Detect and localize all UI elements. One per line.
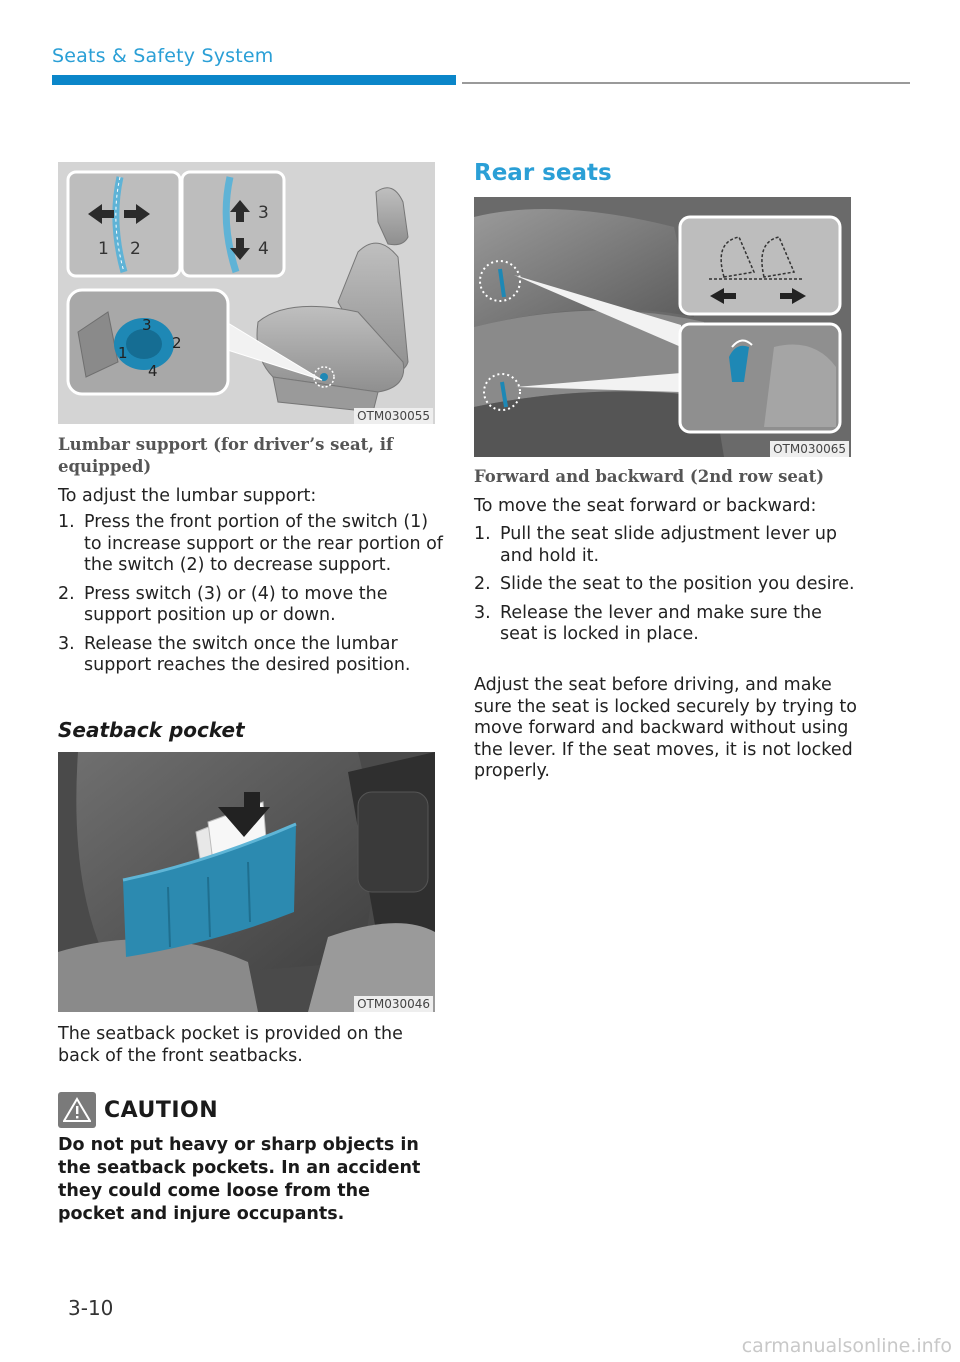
caution-text: Do not put heavy or sharp objects in the seatback pockets. In an accident they could come loose from the pocket and injure occupants. xyxy=(58,1135,421,1224)
rear-heading: Rear seats xyxy=(474,160,612,186)
switch-callout-3: 3 xyxy=(142,316,152,334)
figure-lumbar-support xyxy=(58,162,435,424)
lumbar-heading: Lumbar support (for driver’s seat, if equipped) xyxy=(58,435,394,476)
callout-4: 4 xyxy=(258,239,269,259)
lumbar-illustration xyxy=(58,162,435,424)
switch-callout-2: 2 xyxy=(172,334,182,352)
rear-intro: To move the seat forward or backward: xyxy=(474,496,817,516)
rear-step: 2. Slide the seat to the position you desire. xyxy=(474,574,855,594)
rear-subheading: Forward and backward (2nd row seat) xyxy=(474,467,825,486)
header-rule-blue xyxy=(52,75,456,85)
figure-code: OTM030065 xyxy=(770,441,849,457)
page-number: 3-10 xyxy=(68,1296,114,1320)
rear-illustration xyxy=(474,197,851,457)
callout-3: 3 xyxy=(258,203,269,223)
figure-seatback-pocket xyxy=(58,752,435,1012)
pocket-heading: Seatback pocket xyxy=(58,718,245,742)
rear-steps xyxy=(474,524,859,653)
switch-callout-1: 1 xyxy=(118,344,128,362)
lumbar-step: 2. Press switch (3) or (4) to move the support position up or down. xyxy=(58,583,388,625)
callout-2: 2 xyxy=(130,239,141,259)
switch-callout-4: 4 xyxy=(148,362,158,380)
figure-code: OTM030055 xyxy=(354,408,433,424)
warning-icon xyxy=(58,1092,96,1128)
lumbar-intro: To adjust the lumbar support: xyxy=(58,486,317,506)
pocket-text: The seatback pocket is provided on the back of the front seatbacks. xyxy=(58,1024,403,1066)
watermark: carmanualsonline.info xyxy=(741,1335,952,1357)
callout-1: 1 xyxy=(98,239,109,259)
rear-note: Adjust the seat before driving, and make sure the seat is locked securely by trying to move forward and backward without using the lever. If the seat moves, it is not locked properly. xyxy=(474,675,857,781)
pocket-illustration xyxy=(58,752,435,1012)
lumbar-step: 3. Release the switch once the lumbar support reaches the desired position. xyxy=(58,633,411,675)
lumbar-step: 1. Press the front portion of the switch (1) to increase support or the rear portion of the switch (2) to decrease support. xyxy=(58,512,443,575)
figure-code: OTM030046 xyxy=(354,996,433,1012)
section-title: Seats & Safety System xyxy=(52,45,274,67)
figure-rear-seats xyxy=(474,197,851,457)
rear-step: 3. Release the lever and make sure the seat is locked in place. xyxy=(474,602,822,644)
lumbar-steps xyxy=(58,512,443,684)
rear-step: 1. Pull the seat slide adjustment lever up and hold it. xyxy=(474,524,838,566)
caution-label: CAUTION xyxy=(104,1097,219,1123)
caution-header xyxy=(58,1092,218,1128)
header-rule-grey xyxy=(462,82,910,84)
